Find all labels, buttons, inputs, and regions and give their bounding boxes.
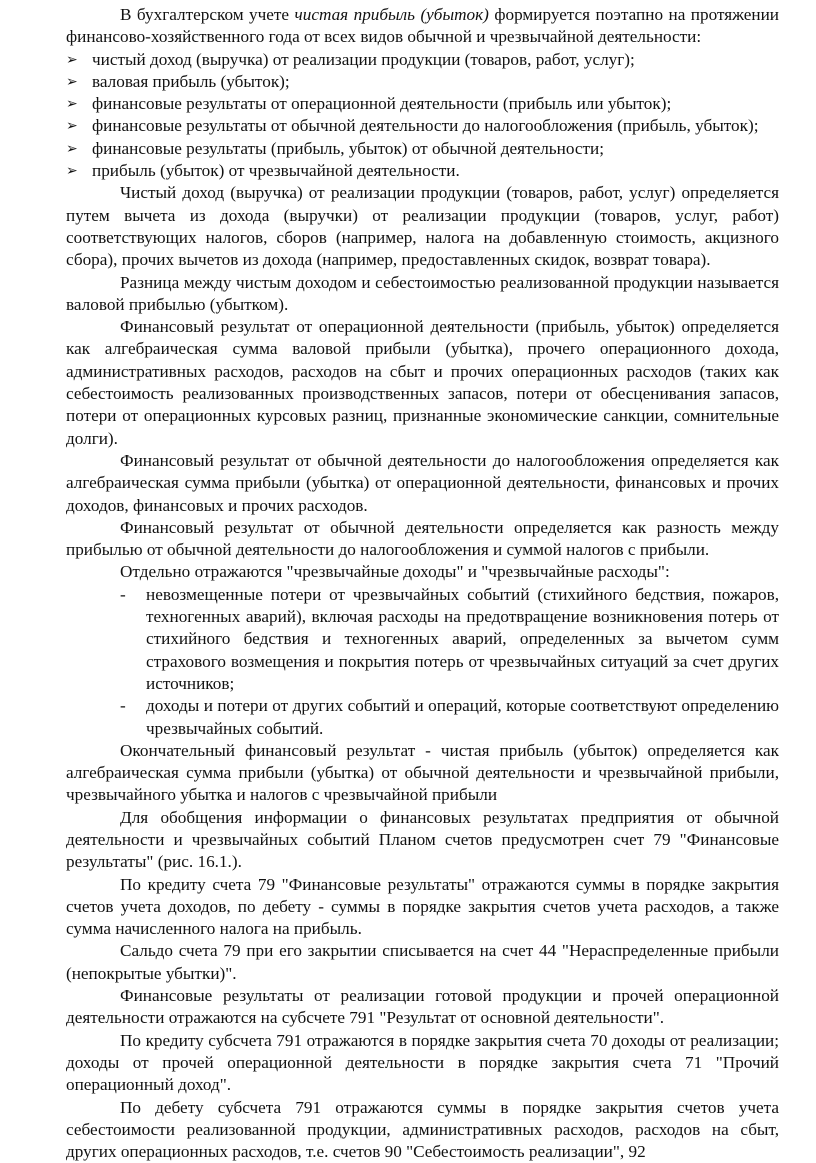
document-page (66, 4, 779, 1163)
paragraph: Отдельно отражаются "чрезвычайные доходы" и "чрезвычайные расходы": (120, 562, 670, 582)
paragraph: Чистый доход (выручка) от реализации продукции (товаров, работ, услуг) определяется путем вычета из дохода (выручки) от реализации продукции (товаров, услуг, работ) соответствующих налогов, сборов (например, налога на добавленную стоимость, акцизного сбора), прочих вычетов из дохода (например, предоставленных скидок, возврат товара). (66, 183, 779, 270)
arrow-bullet-icon: ➢ (66, 163, 78, 180)
list-item (66, 49, 779, 71)
arrow-bullet-icon: ➢ (66, 140, 78, 157)
paragraph: По кредиту счета 79 "Финансовые результаты" отражаются суммы в порядке закрытия счетов учета доходов, по дебету - суммы в порядке закрытия счетов учета расходов, а также сумма начисленного налога на прибыль. (66, 874, 779, 939)
paragraph: По кредиту субсчета 791 отражаются в порядке закрытия счета 70 доходы от реализации; доходы от прочей операционной деятельности в порядке закрытия счета 71 "Прочий операционный доход". (66, 1030, 779, 1095)
arrow-bullet-icon: ➢ (66, 96, 78, 113)
paragraph: Окончательный финансовый результат - чистая прибыль (убыток) определяется как алгебраическая сумма прибыли (убытка) от обычной деятельности и чрезвычайной прибыли, чрезвычайного убытка и налогов с чрезвычайной прибыли (66, 740, 779, 805)
arrow-bullet-list (66, 49, 779, 183)
list-item (66, 695, 779, 740)
dash-bullet: - (120, 696, 126, 716)
dash-bullet-list (66, 584, 779, 740)
paragraph: По дебету субсчета 791 отражаются суммы в порядке закрытия счетов учета себестоимости реализованной продукции, административных расходов, расходов на сбыт, других операционных расходов, т.е. счетов 90 "Себестоимость реализации", 92 (66, 1097, 779, 1162)
paragraph: Финансовые результаты от реализации готовой продукции и прочей операционной деятельности отражаются на субсчете 791 "Результат от основной деятельности". (66, 986, 779, 1028)
intro-emphasis: чистая прибыль (убыток) (294, 5, 489, 24)
arrow-bullet-icon: ➢ (66, 73, 78, 90)
list-item (66, 115, 779, 137)
list-item-text: финансовые результаты от обычной деятельности до налогообложения (прибыль, убыток); (92, 116, 759, 136)
list-item (66, 71, 779, 93)
list-item-text: валовая прибыль (убыток); (92, 71, 290, 91)
paragraph: Разница между чистым доходом и себестоимостью реализованной продукции называется валовой прибылью (убытком). (66, 272, 779, 314)
list-item-text: финансовые результаты от операционной деятельности (прибыль или убыток); (92, 94, 672, 114)
list-item-text: чистый доход (выручка) от реализации продукции (товаров, работ, услуг); (92, 49, 635, 69)
list-item (66, 160, 779, 182)
list-item-text: невозмещенные потери от чрезвычайных событий (стихийного бедствия, пожаров, техногенных аварий), включая расходы на предотвращение возникновения потерь от стихийного бедствия и техногенных аварий, определенных за вычетом сумм страхового возмещения и покрытия потерь от чрезвычайных ситуаций за счет других источников; (146, 584, 779, 693)
list-item (66, 584, 779, 695)
paragraph: Для обобщения информации о финансовых результатах предприятия от обычной деятельности и чрезвычайных событий Планом счетов предусмотрен счет 79 "Финансовые результаты" (рис. 16.1.). (66, 807, 779, 872)
list-item-text: финансовые результаты (прибыль, убыток) от обычной деятельности; (92, 138, 604, 158)
intro-before: В бухгалтерском учете (120, 5, 295, 24)
arrow-bullet-icon: ➢ (66, 51, 78, 68)
dash-bullet: - (120, 584, 126, 604)
paragraph: Сальдо счета 79 при его закрытии списывается на счет 44 "Нераспределенные прибыли (непокрытые убытки)". (66, 941, 779, 983)
paragraph: Финансовый результат от обычной деятельности до налогообложения определяется как алгебраическая сумма прибыли (убытка) от операционной деятельности, финансовых и прочих доходов, финансовых и прочих расходов. (66, 450, 779, 515)
intro-paragraph (66, 4, 779, 49)
list-item (66, 138, 779, 160)
list-item (66, 93, 779, 115)
intro-after: формируется поэтапно на протяжении финансово-хозяйственного года от всех видов обычной и чрезвычайной деятельности: (66, 5, 780, 47)
list-item-text: доходы и потери от других событий и операций, которые соответствуют определению чрезвычайных событий. (146, 696, 779, 738)
arrow-bullet-icon: ➢ (66, 118, 78, 135)
list-item-text: прибыль (убыток) от чрезвычайной деятельности. (92, 161, 460, 181)
paragraph: Финансовый результат от обычной деятельности определяется как разность между прибылью от обычной деятельности до налогообложения и суммой налогов с прибыли. (66, 517, 779, 560)
paragraph: Финансовый результат от операционной деятельности (прибыль, убыток) определяется как алгебраическая сумма валовой прибыли (убытка), прочего операционного дохода, административных расходов, расходов на сбыт и прочих операционных расходов (таких как себестоимость реализованных производственных запасов, потери от обесценивания запасов, потери от операционных курсовых разниц, признанные экономические санкции, сомнительные долги). (66, 317, 779, 448)
